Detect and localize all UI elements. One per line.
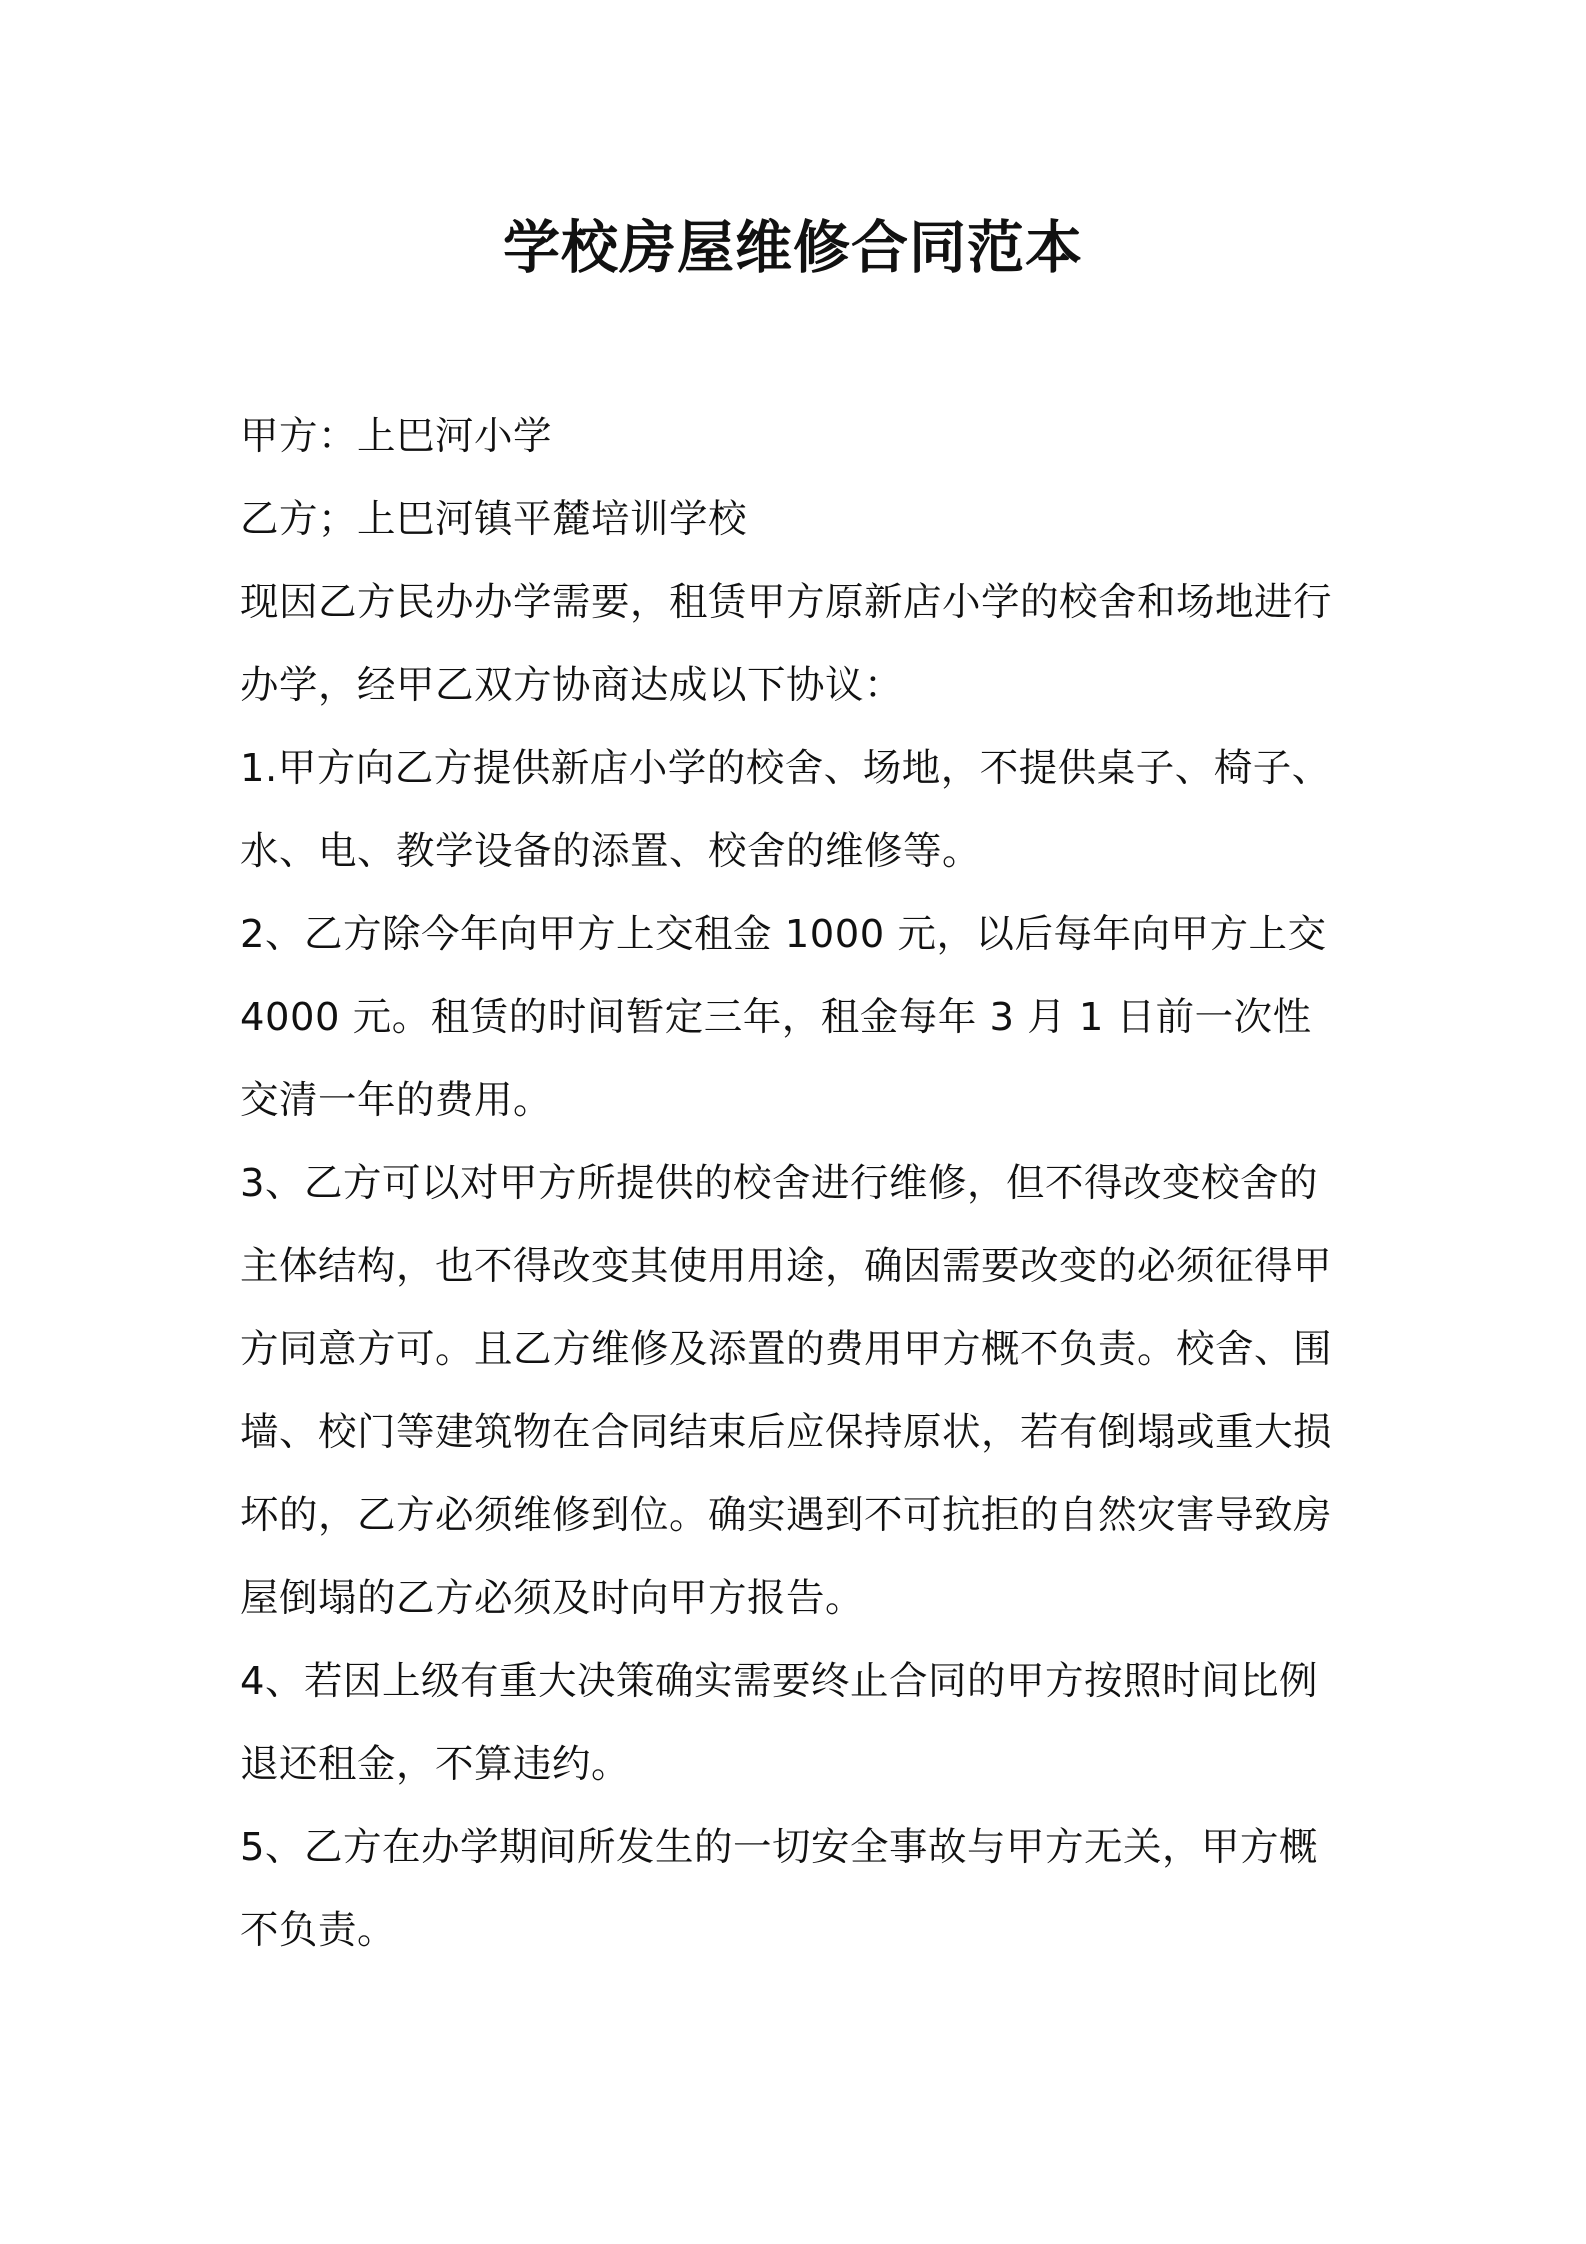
- clause-2: 2、乙方除今年向甲方上交租金 1000 元，以后每年向甲方上交 4000 元。租赁的时间暂定三年，租金每年 3 月 1 日前一次性交清一年的费用。: [240, 912, 1327, 1123]
- document-title: 学校房屋维修合同范本: [503, 215, 1083, 281]
- clause-3: 3、乙方可以对甲方所提供的校舍进行维修，但不得改变校舍的主体结构，也不得改变其使用用途，确因需要改变的必须征得甲方同意方可。且乙方维修及添置的费用甲方概不负责。校舍、围墙、校门等建筑物在合同结束后应保持原状，若有倒塌或重大损坏的，乙方必须维修到位。确实遇到不可抗拒的自然灾害导致房屋倒塌的乙方必须及时向甲方报告。: [240, 1161, 1333, 1621]
- party-a-line: 甲方：上巴河小学: [240, 414, 553, 459]
- intro-paragraph: 现因乙方民办办学需要，租赁甲方原新店小学的校舍和场地进行办学，经甲乙双方协商达成以下协议：: [240, 580, 1333, 708]
- party-b-line: 乙方；上巴河镇平麓培训学校: [240, 497, 748, 542]
- clause-5: 5、乙方在办学期间所发生的一切安全事故与甲方无关，甲方概不负责。: [240, 1825, 1318, 1953]
- clause-4: 4、若因上级有重大决策确实需要终止合同的甲方按照时间比例退还租金，不算违约。: [240, 1659, 1318, 1787]
- contract-body: [240, 395, 1350, 1972]
- clause-1: 1.甲方向乙方提供新店小学的校舍、场地，不提供桌子、椅子、水、电、教学设备的添置、校舍的维修等。: [240, 746, 1331, 874]
